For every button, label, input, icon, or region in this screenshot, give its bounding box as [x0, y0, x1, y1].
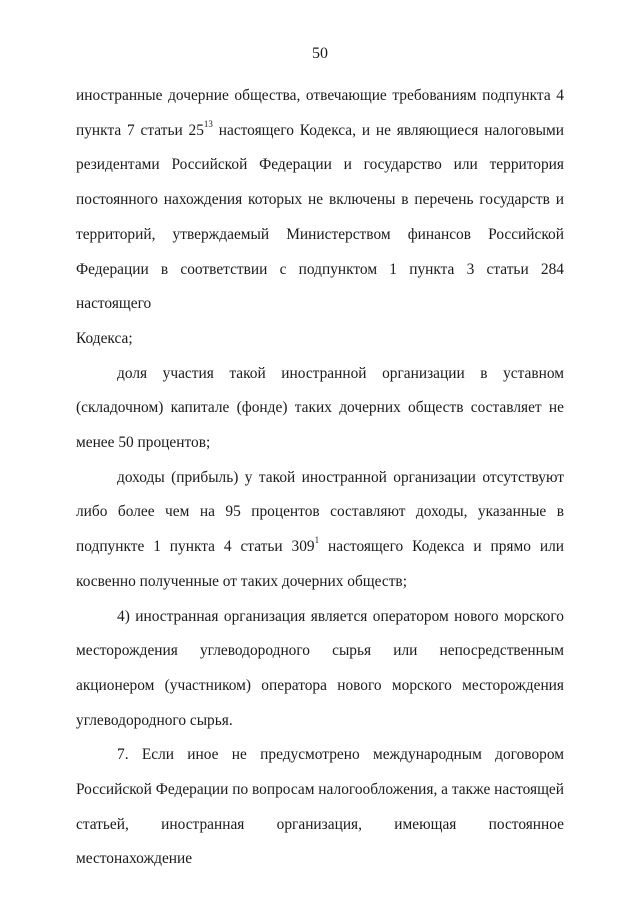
text-fragment: подпункте 1 пункта 4 статьи 309 [76, 538, 315, 556]
text-line: 7. Если иное не предусмотрено международным договором [117, 746, 564, 764]
text-fragment: настоящего Кодекса и прямо или [319, 538, 564, 556]
text-fragment: настоящего Кодекса, и не являющиеся налоговыми [212, 121, 564, 139]
text-line: либо более чем на 95 процентов составляют доходы, указанные в [76, 503, 564, 521]
text-line: Российской Федерации по вопросам налогообложения, а также настоящей [76, 781, 564, 799]
superscript: 1 [314, 535, 320, 546]
text-line: Кодекса; [76, 329, 133, 347]
text-line: менее 50 процентов; [76, 434, 211, 452]
text-line: резидентами Российской Федерации и государство или территория [76, 156, 564, 174]
text-line: косвенно полученные от таких дочерних обществ; [76, 572, 407, 590]
page-number: 50 [312, 45, 328, 62]
text-line: доходы (прибыль) у такой иностранной организации отсутствуют [117, 468, 564, 486]
text-line: Федерации в соответствии с подпунктом 1 пункта 3 статьи 284 настоящего [76, 260, 564, 313]
text-line: 4) иностранная организация является оператором нового морского [117, 607, 564, 625]
document-body [76, 79, 564, 877]
text-line [76, 530, 564, 565]
text-line [76, 114, 564, 149]
text-line: акционером (участником) оператора нового морского месторождения [76, 676, 564, 694]
text-line: статьей, иностранная организация, имеющая постоянное местонахождение [76, 815, 564, 868]
text-line: доля участия такой иностранной организации в уставном [117, 364, 564, 382]
text-line: иностранные дочерние общества, отвечающие требованиям подпункта 4 [76, 87, 564, 104]
superscript: 13 [203, 118, 213, 129]
text-line: месторождения углеводородного сырья или непосредственным [76, 642, 564, 660]
text-line: территорий, утверждаемый Министерством финансов Российской [76, 225, 564, 243]
text-line: (складочном) капитале (фонде) таких дочерних обществ составляет не [76, 399, 564, 417]
text-fragment: пункта 7 статьи 25 [76, 121, 204, 139]
text-line: постоянного нахождения которых не включены в перечень государств и [76, 191, 564, 209]
text-line: углеводородного сырья. [76, 711, 233, 729]
